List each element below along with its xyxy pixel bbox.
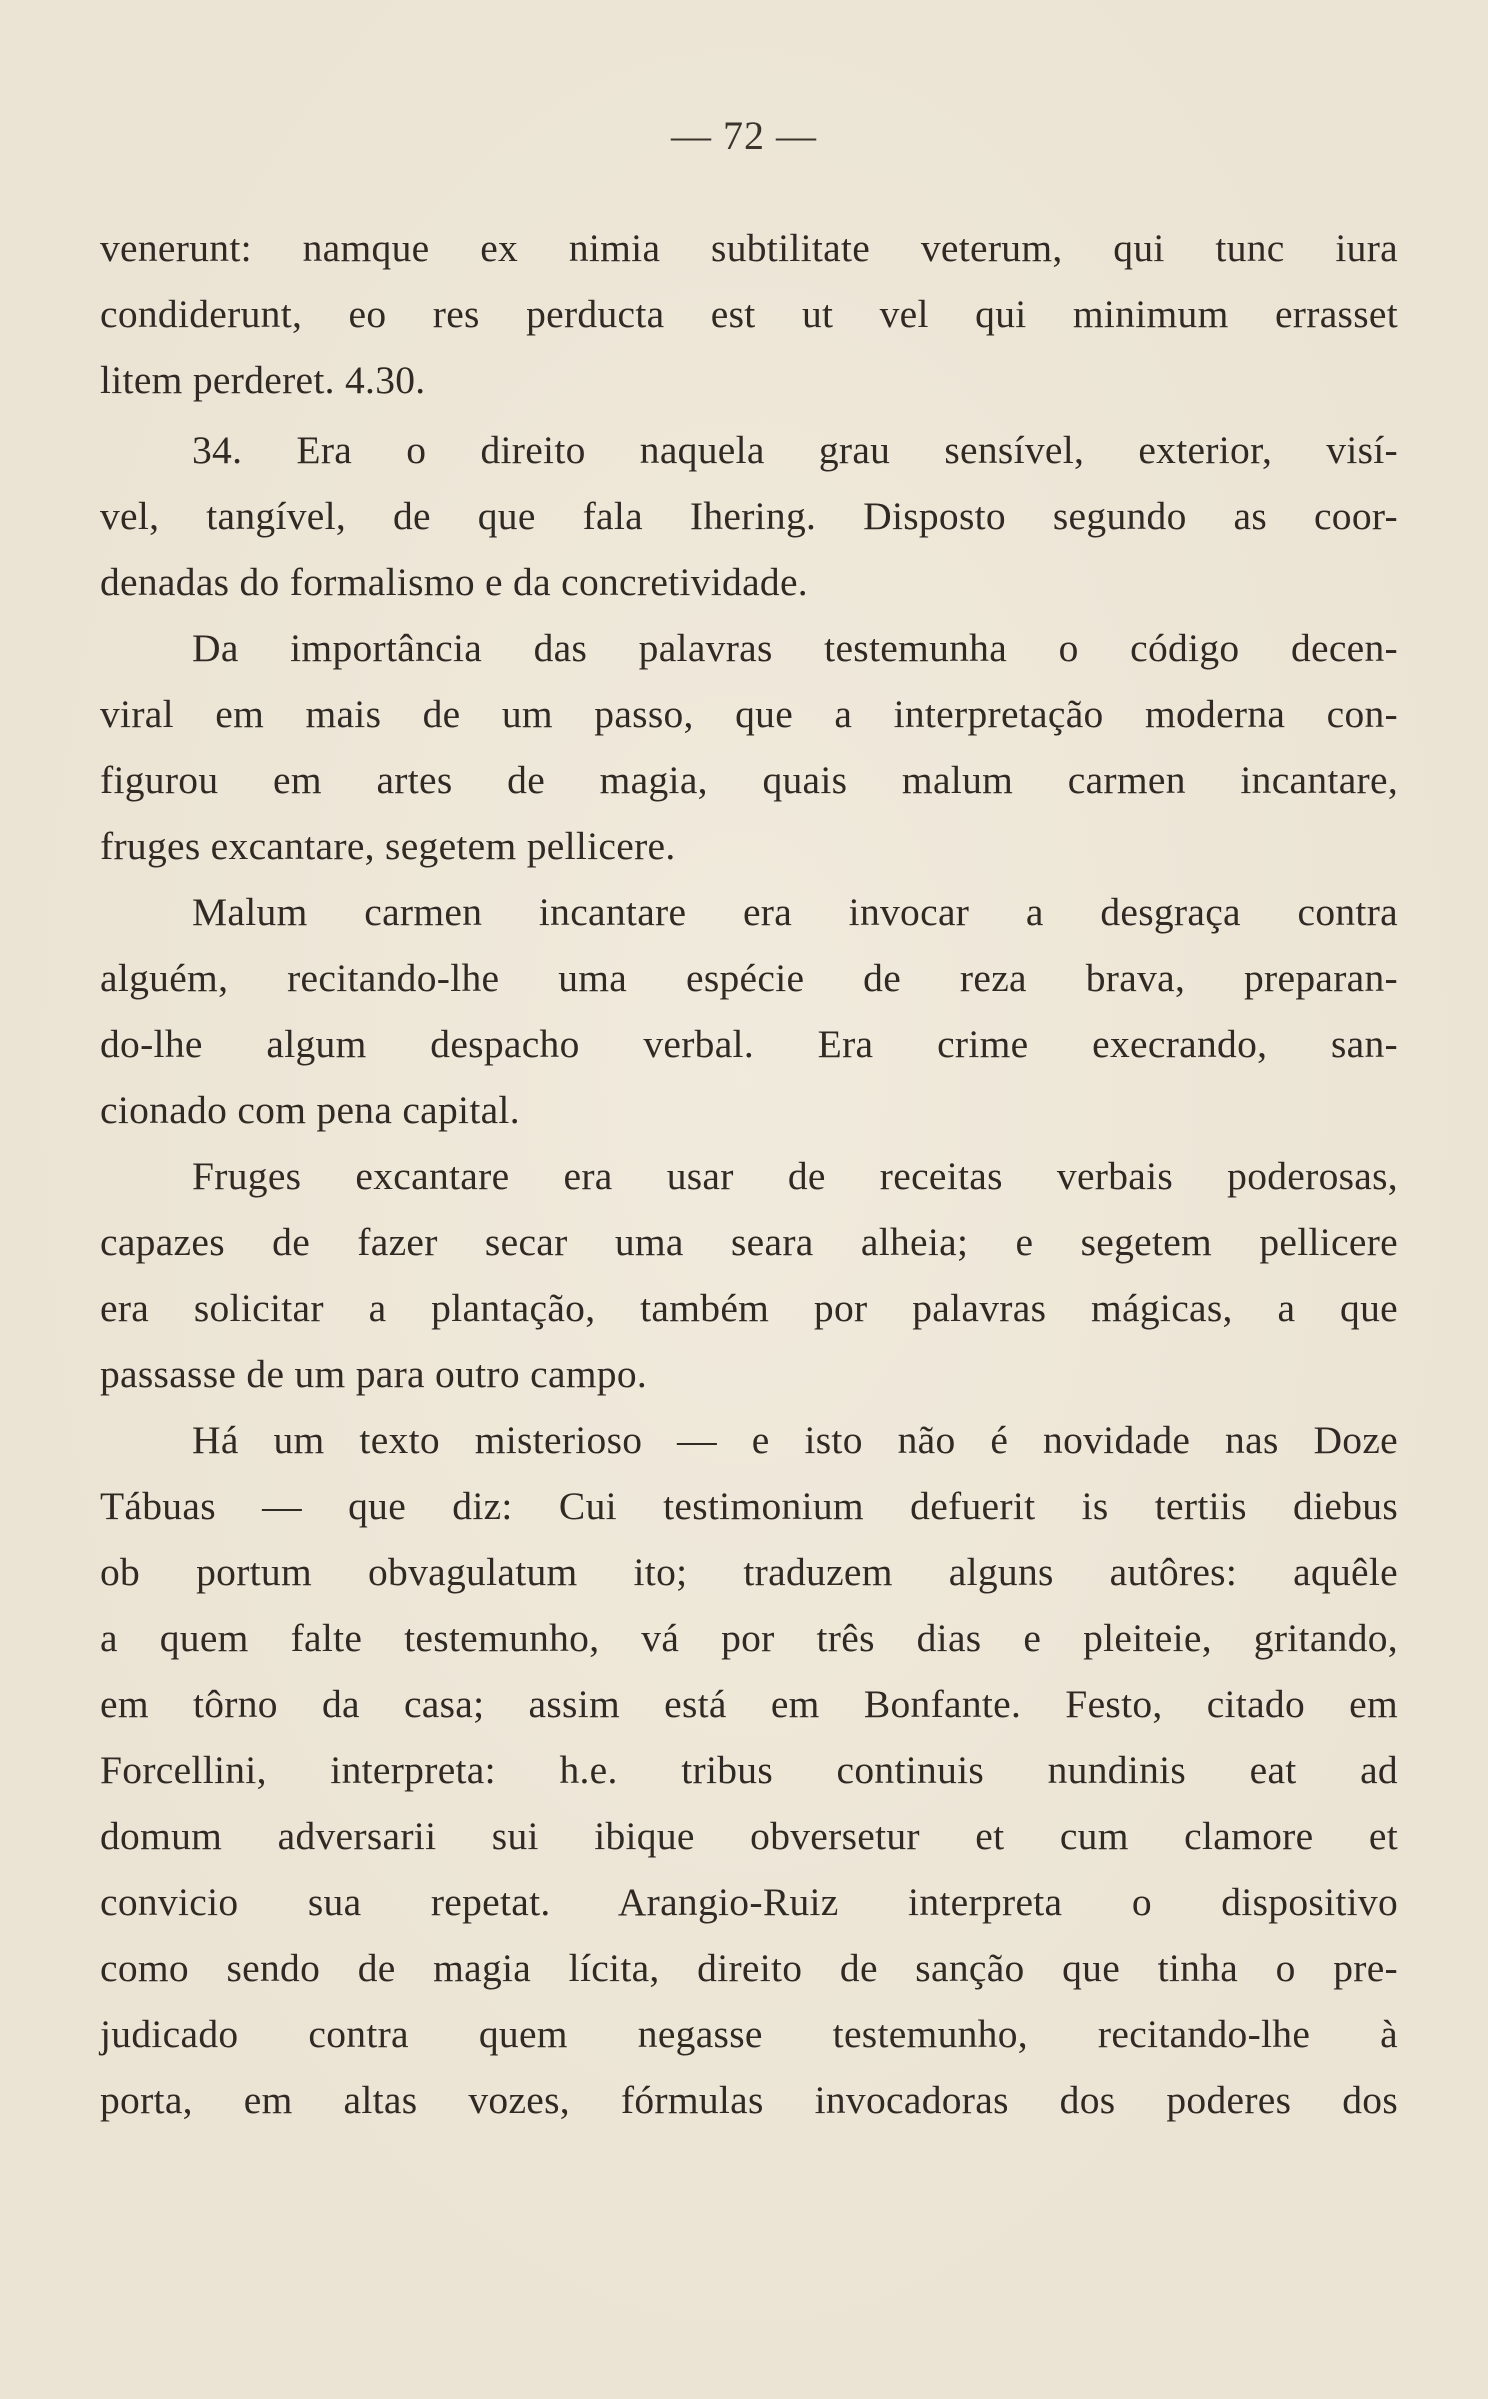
text-line: Fruges excantare era usar de receitas verbais poderosas, — [192, 1154, 1398, 1198]
text-line: viral em mais de um passo, que a interpretação moderna con- — [100, 692, 1398, 736]
text-line: em tôrno da casa; assim está em Bonfante. Festo, citado em — [100, 1682, 1398, 1726]
text-line: do-lhe algum despacho verbal. Era crime execrando, san- — [100, 1022, 1398, 1066]
text-line: 34. Era o direito naquela grau sensível, exterior, visí- — [192, 428, 1398, 472]
text-line: fruges excantare, segetem pellicere. — [100, 824, 676, 868]
text-line: capazes de fazer secar uma seara alheia; e segetem pellicere — [100, 1220, 1398, 1264]
text-line: a quem falte testemunho, vá por três dias e pleiteie, gritando, — [100, 1616, 1398, 1660]
text-line: venerunt: namque ex nimia subtilitate veterum, qui tunc iura — [100, 226, 1398, 270]
text-line: litem perderet. 4.30. — [100, 358, 426, 402]
page-number: — 72 — — [671, 113, 817, 158]
text-line: era solicitar a plantação, também por palavras mágicas, a que — [100, 1286, 1398, 1330]
text-line: Tábuas — que diz: Cui testimonium defuerit is tertiis diebus — [100, 1484, 1398, 1528]
text-line: convicio sua repetat. Arangio-Ruiz interpreta o dispositivo — [100, 1880, 1398, 1924]
text-line: Há um texto misterioso — e isto não é novidade nas Doze — [192, 1418, 1398, 1462]
text-line: vel, tangível, de que fala Ihering. Disposto segundo as coor- — [100, 494, 1398, 538]
text-line: denadas do formalismo e da concretividade. — [100, 560, 808, 604]
text-line: cionado com pena capital. — [100, 1088, 520, 1132]
text-line: porta, em altas vozes, fórmulas invocadoras dos poderes dos — [100, 2078, 1398, 2122]
text-line: figurou em artes de magia, quais malum carmen incantare, — [100, 758, 1398, 802]
body-text — [100, 215, 1398, 2133]
text-line: Malum carmen incantare era invocar a desgraça contra — [192, 890, 1398, 934]
text-line: domum adversarii sui ibique obversetur et cum clamore et — [100, 1814, 1398, 1858]
text-line: Da importância das palavras testemunha o código decen- — [192, 626, 1398, 670]
text-line: como sendo de magia lícita, direito de sanção que tinha o pre- — [100, 1946, 1398, 1990]
text-line: condiderunt, eo res perducta est ut vel qui minimum errasset — [100, 292, 1398, 336]
text-line: judicado contra quem negasse testemunho, recitando-lhe à — [100, 2012, 1398, 2056]
text-line: Forcellini, interpreta: h.e. tribus continuis nundinis eat ad — [100, 1748, 1398, 1792]
text-line: alguém, recitando-lhe uma espécie de reza brava, preparan- — [100, 956, 1398, 1000]
text-line: passasse de um para outro campo. — [100, 1352, 648, 1396]
text-line: ob portum obvagulatum ito; traduzem alguns autôres: aquêle — [100, 1550, 1398, 1594]
